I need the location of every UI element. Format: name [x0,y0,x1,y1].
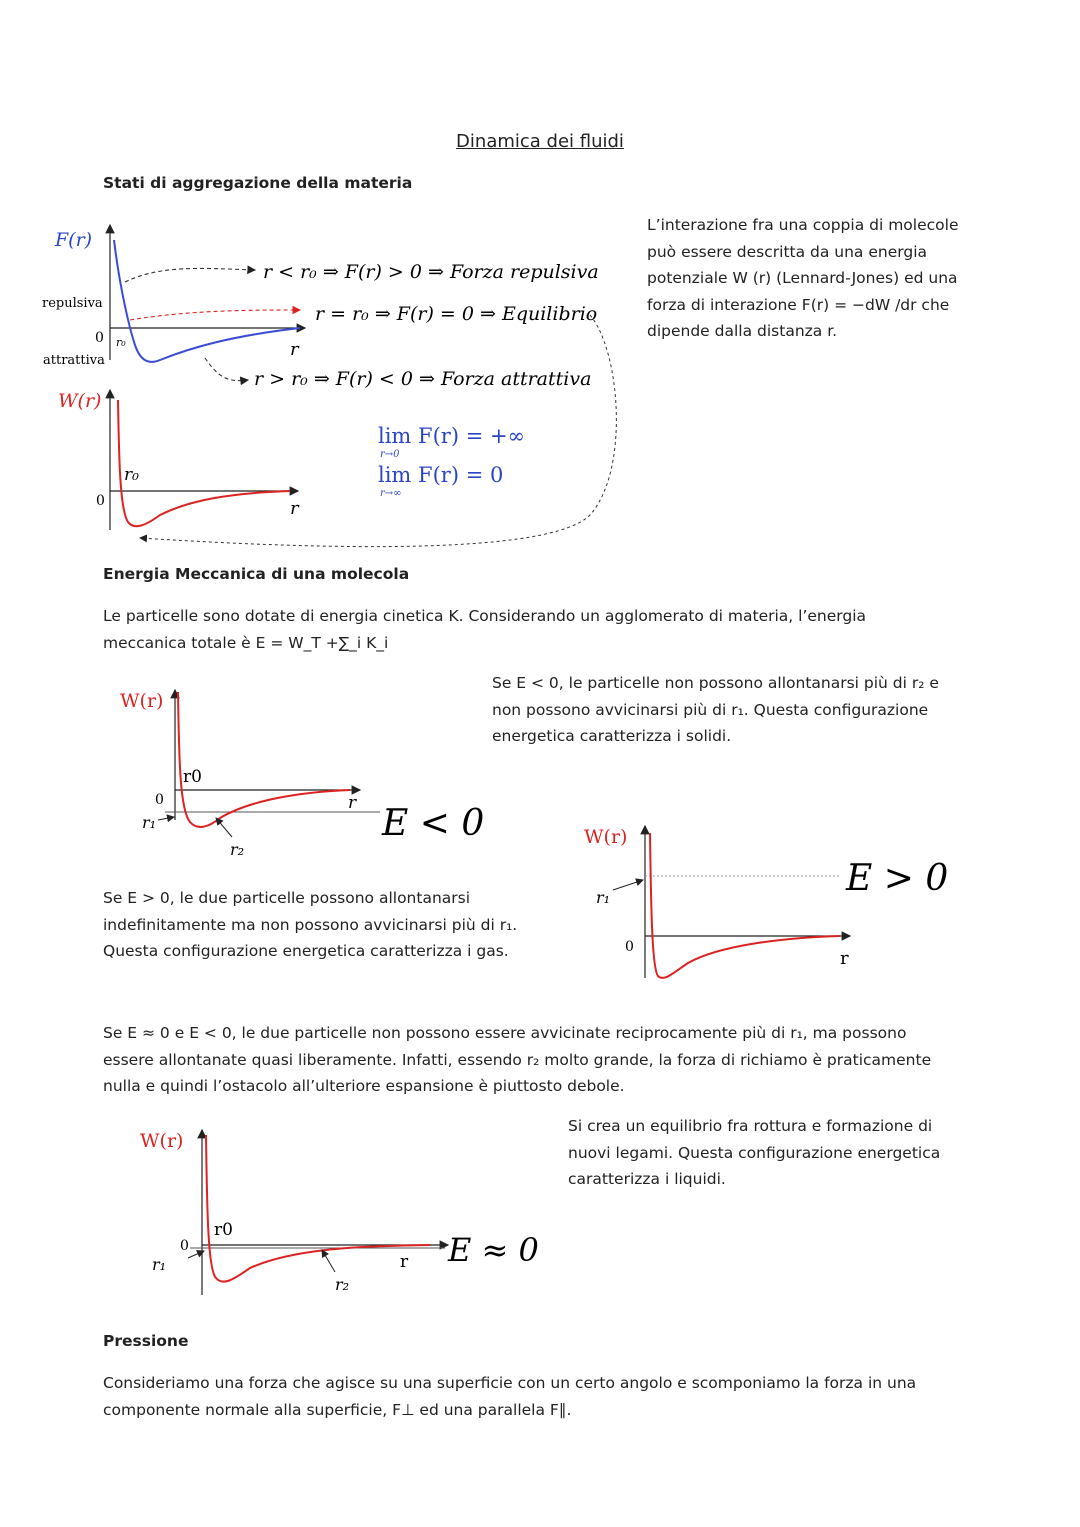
pressure-paragraph [103,1370,916,1423]
r-axis-label: r [348,793,357,813]
interaction-paragraph [647,212,958,345]
arrow-repulsive [125,268,255,282]
r-axis-label: r [290,498,299,519]
origin-label: 0 [95,330,104,346]
potential-curve [118,400,290,526]
liquid-paragraph [568,1113,940,1193]
origin-label: 0 [155,792,164,808]
text-line: nulla e quindi l’ostacolo all’ulteriore espansione è piuttosto debole. [103,1077,625,1095]
energy-paragraph [103,603,866,656]
text-line: Se E > 0, le due particelle possono allontanarsi [103,889,471,907]
text-line: può essere descritta da una energia [647,242,927,261]
solid-potential-figure [110,680,490,865]
r-axis-label: r [290,339,299,360]
eq-equilibrium: r = r₀ ⇒ F(r) = 0 ⇒ Equilibrio [315,303,598,325]
r-axis-label: r [400,1252,409,1272]
r1-arrow [613,880,643,890]
W-axis-label: W(r) [140,1130,184,1152]
r0-label: r0 [183,767,202,787]
r2-arrow [322,1250,335,1272]
eq-attractive: r > r₀ ⇒ F(r) < 0 ⇒ Forza attrattiva [254,368,592,390]
section-heading-energy: Energia Meccanica di una molecola [103,565,410,583]
text-line: indefinitamente ma non possono avvicinarsi più di r₁. [103,915,518,934]
text-line: L’interazione fra una coppia di molecole [647,216,959,234]
r-axis-label: r [840,948,849,969]
r2-label: r₂ [335,1275,350,1294]
eq-repulsive: r < r₀ ⇒ F(r) > 0 ⇒ Forza repulsiva [263,261,599,283]
potential-curve [206,1135,430,1282]
limit-zero-sub: r→0 [380,449,400,460]
energy-condition: E ≈ 0 [448,1231,539,1269]
energy-condition: E > 0 [846,858,949,899]
lennard-jones-figure [30,210,630,555]
arrow-equilibrium [130,310,300,320]
section-heading-pressure: Pressione [103,1332,189,1350]
text-line: Questa configurazione energetica caratterizza i gas. [103,942,509,960]
r2-arrow [216,818,232,837]
r0-label: r₀ [116,336,126,349]
page-title: Dinamica dei fluidi [456,131,624,152]
limit-infinity: lim F(r) = 0 [378,463,504,487]
W-axis-label: W(r) [58,390,102,412]
gas-paragraph [103,885,517,965]
text-line: energetica caratterizza i solidi. [492,727,732,745]
text-line: meccanica totale è E = W_T +∑_i K_i [103,633,389,652]
limit-zero: lim F(r) = +∞ [378,424,526,448]
W-axis-label: W(r) [584,826,628,848]
r1-arrow [158,817,174,820]
liquid-intro-paragraph [103,1020,931,1100]
r0-label: r₀ [124,465,139,485]
liquid-potential-figure [130,1120,550,1305]
W-axis-label: W(r) [120,690,164,712]
potential-curve [650,833,840,978]
r0-label: r0 [214,1220,233,1240]
limit-infinity-sub: r→∞ [380,488,402,499]
solid-paragraph [492,670,939,750]
force-curve [114,240,300,362]
text-line: non possono avvicinarsi più di r₁. Questa configurazione [492,700,929,719]
text-line: Le particelle sono dotate di energia cinetica K. Considerando un agglomerato di materia, l’energia [103,607,867,625]
text-line: caratterizza i liquidi. [568,1170,726,1188]
r2-label: r₂ [230,840,245,859]
attrattiva-label: attrattiva [43,353,105,368]
origin-label: 0 [625,939,634,955]
arrow-attractive [205,358,248,381]
text-line: Se E ≈ 0 e E < 0, le due particelle non possono essere avvicinate reciprocamente più di r₁, ma possono [103,1024,907,1042]
potential-curve [178,692,350,827]
text-line: Se E < 0, le particelle non possono allontanarsi più di r₂ e [492,674,939,692]
F-axis-label: F(r) [55,229,93,251]
text-line: forza di interazione F(r) = −dW /dr che [647,295,950,314]
section-heading-states: Stati di aggregazione della materia [103,174,413,192]
text-line: potenziale W (r) (Lennard-Jones) ed una [647,269,958,287]
gas-potential-figure [578,818,958,988]
text-line: Consideriamo una forza che agisce su una superficie con un certo angolo e scomponiamo la forza in una [103,1374,917,1392]
r1-label: r₁ [596,888,611,907]
text-line: componente normale alla superficie, F⊥ ed una parallela F∥. [103,1400,572,1419]
origin-label: 0 [180,1238,189,1254]
r1-label: r₁ [152,1255,167,1274]
text-line: nuovi legami. Questa configurazione energetica [568,1143,941,1162]
origin-label: 0 [96,493,105,509]
text-line: Si crea un equilibrio fra rottura e formazione di [568,1117,933,1135]
text-line: essere allontanate quasi liberamente. Infatti, essendo r₂ molto grande, la forza di richiamo è praticamente [103,1050,932,1069]
text-line: dipende dalla distanza r. [647,322,838,340]
energy-condition: E < 0 [382,803,485,844]
repulsiva-label: repulsiva [42,296,103,311]
r1-label: r₁ [142,813,157,832]
